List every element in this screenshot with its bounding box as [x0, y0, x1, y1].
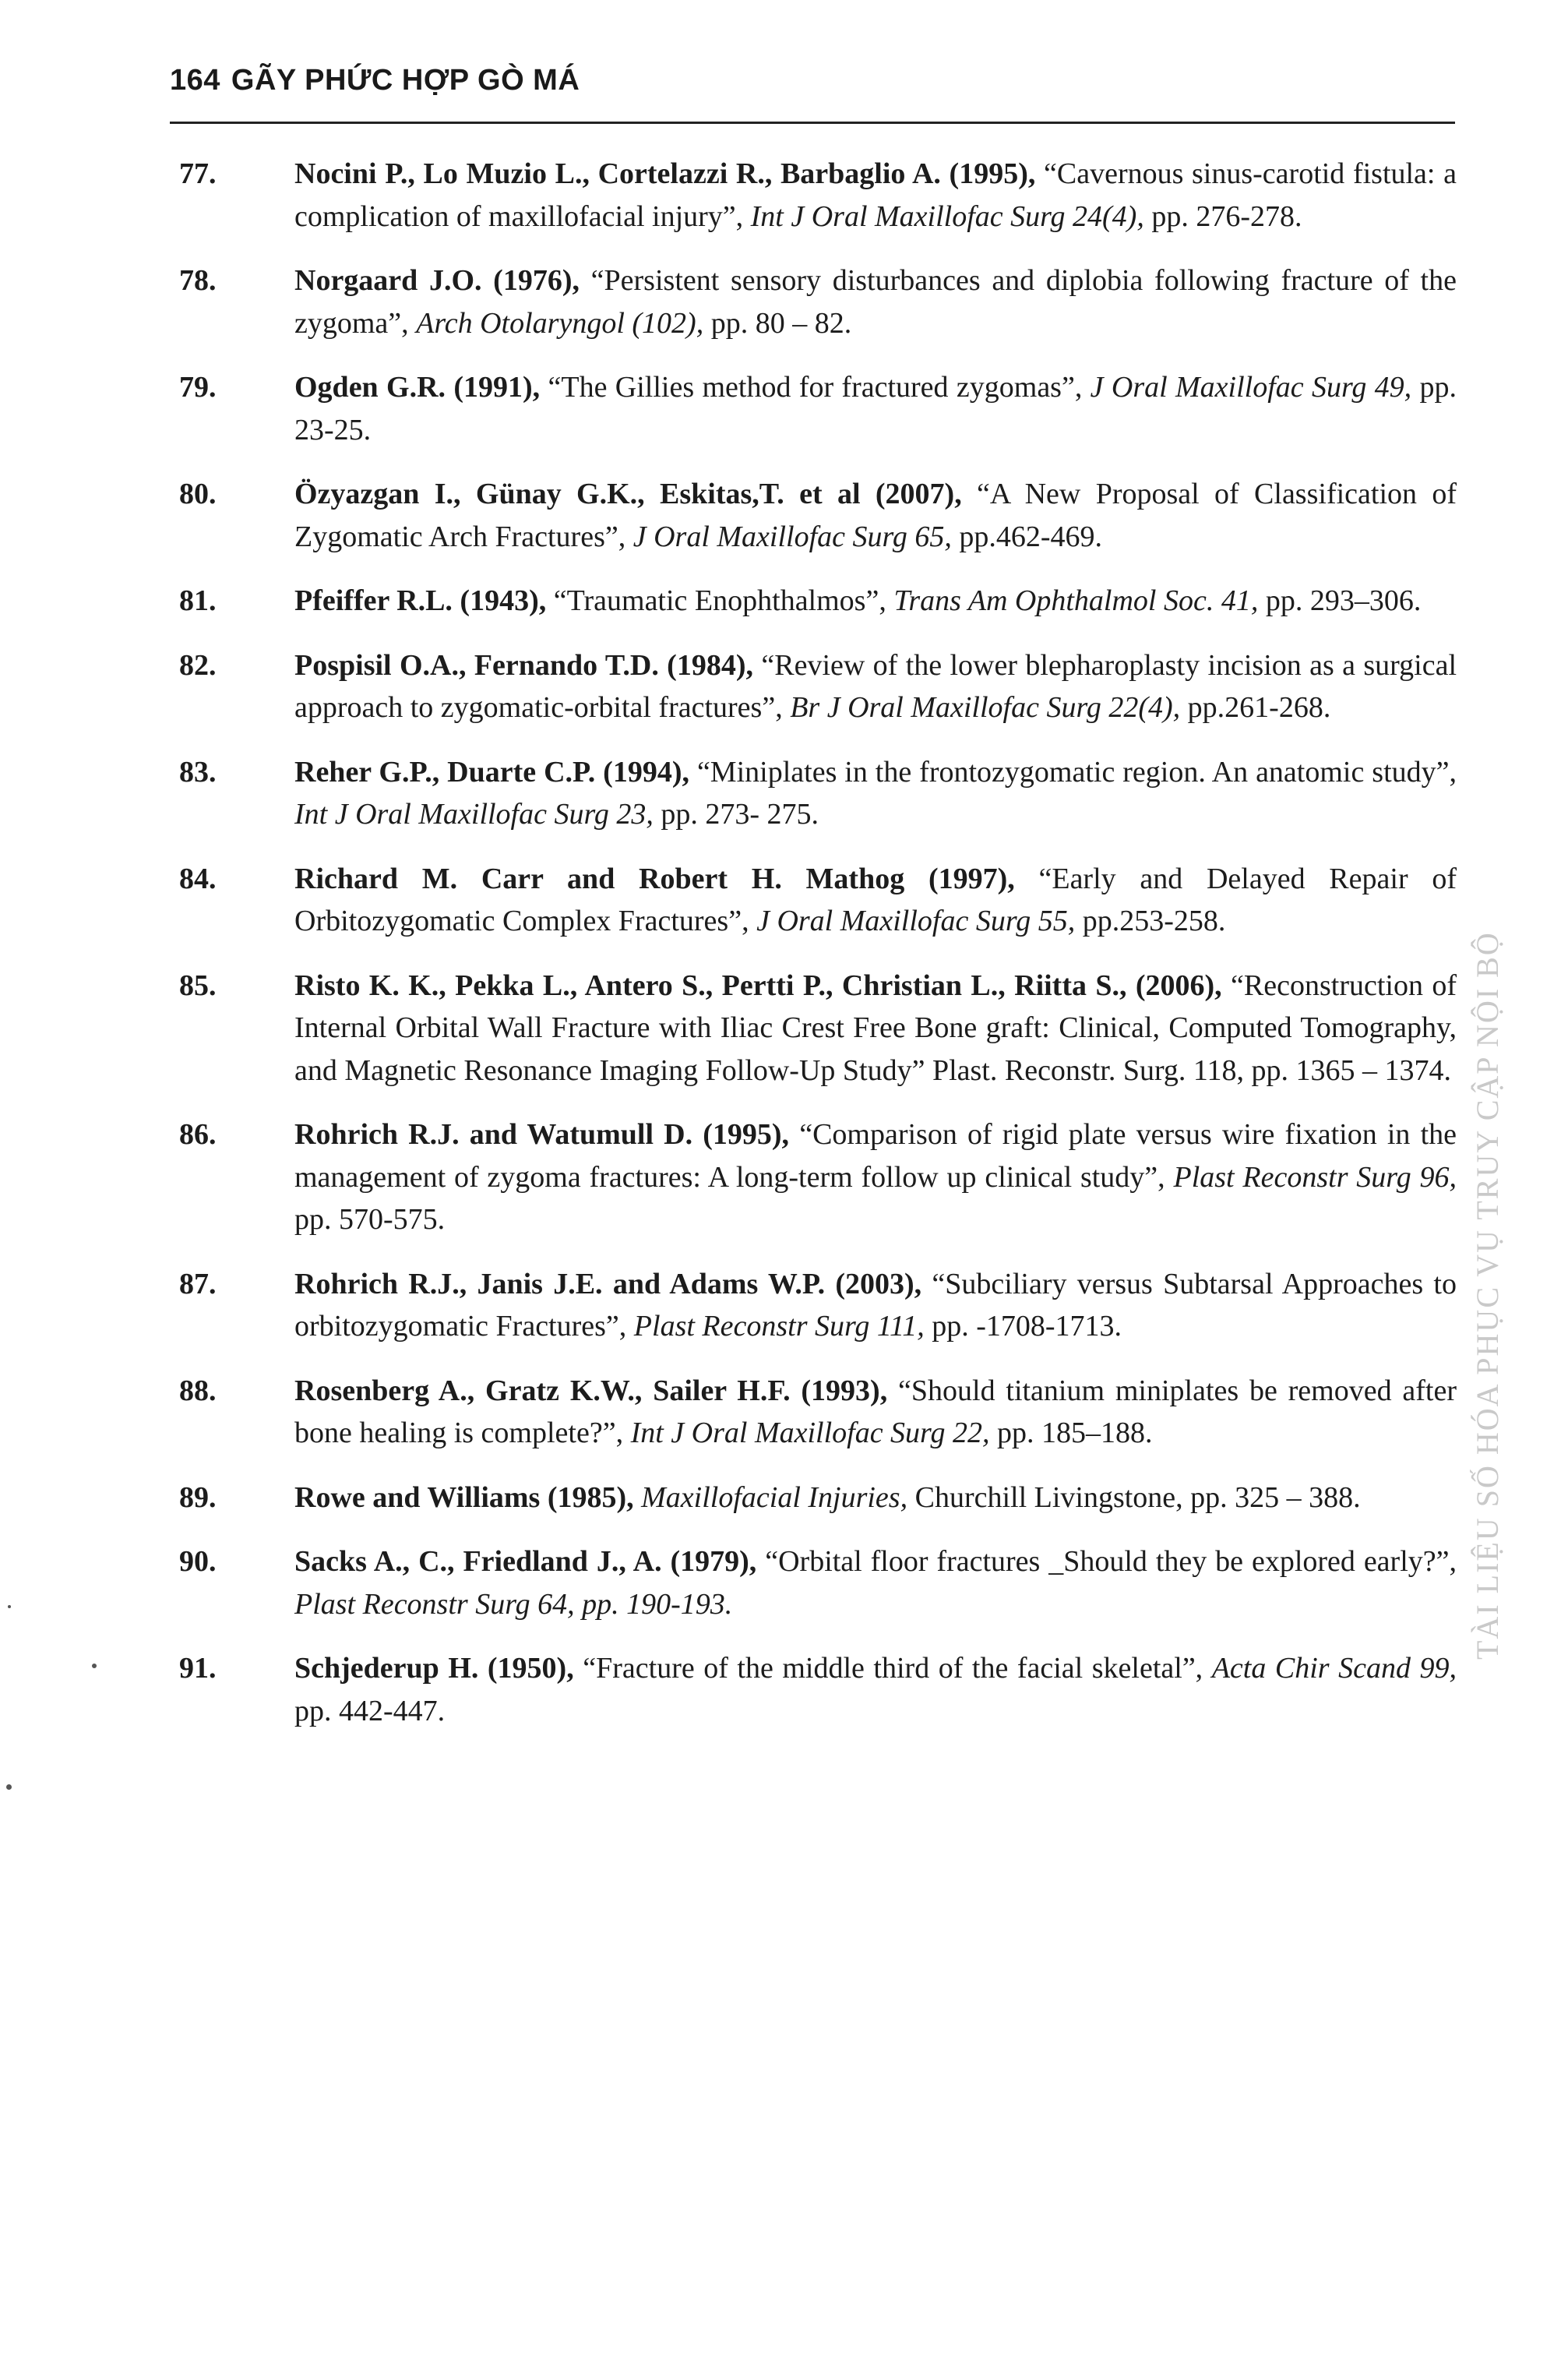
- reference-number: 88.: [179, 1374, 217, 1407]
- reference-item: [179, 1263, 1457, 1348]
- page-header: [170, 59, 1455, 124]
- reference-authors: Rohrich R.J. and Watumull D. (1995),: [294, 1118, 790, 1151]
- reference-authors: Ogden G.R. (1991),: [294, 371, 541, 404]
- reference-pages: pp. 1365 – 1374.: [1244, 1053, 1452, 1087]
- reference-number: 87.: [179, 1267, 217, 1300]
- reference-journal: Plast Reconstr Surg 96,: [1173, 1160, 1457, 1194]
- running-head: [170, 64, 580, 97]
- reference-title: “Subciliary versus Subtarsal Approaches to orbitozygomatic Fractures”,: [294, 1267, 1457, 1343]
- reference-title: “Orbital floor fractures _Should they be explored early?”,: [756, 1545, 1457, 1578]
- reference-title: “Fracture of the middle third of the facial skeletal”,: [573, 1652, 1212, 1685]
- reference-item: [179, 858, 1457, 943]
- reference-title: “Traumatic Enophthalmos”,: [546, 584, 894, 617]
- reference-item: [179, 259, 1457, 344]
- reference-number: 79.: [179, 371, 217, 404]
- reference-pages: pp.253-258.: [1075, 905, 1226, 937]
- reference-authors: Nocini P., Lo Muzio L., Cortelazzi R., Barbaglio A. (1995),: [294, 157, 1036, 190]
- reference-number: 86.: [179, 1118, 217, 1151]
- reference-authors: Rosenberg A., Gratz K.W., Sailer H.F. (1993),: [294, 1374, 888, 1407]
- reference-pages: pp. 80 – 82.: [703, 306, 852, 340]
- reference-title: “Cavernous sinus-carotid fistula: a complication of maxillofacial injury”,: [294, 157, 1457, 233]
- reference-authors: Pospisil O.A., Fernando T.D. (1984),: [294, 648, 753, 682]
- reference-number: 83.: [179, 755, 217, 789]
- reference-title: “A New Proposal of Classification of Zygomatic Arch Fractures”,: [294, 478, 1457, 553]
- reference-pages: pp. 23-25.: [294, 371, 1457, 446]
- reference-authors: Rowe and Williams (1985),: [294, 1480, 634, 1514]
- reference-authors: Risto K. K., Pekka L., Antero S., Pertti P., Christian L., Riitta S., (2006),: [294, 969, 1222, 1002]
- reference-journal: Int J Oral Maxillofac Surg 23,: [294, 798, 654, 831]
- reference-title: “Miniplates in the frontozygomatic region. An anatomic study”,: [689, 755, 1457, 789]
- page-number: 164: [170, 64, 220, 97]
- reference-number: 81.: [179, 584, 217, 617]
- reference-pages: pp. 276-278.: [1143, 199, 1302, 233]
- reference-title: “Review of the lower blepharoplasty incision as a surgical approach to zygomatic-orbital fractures”,: [294, 648, 1457, 724]
- reference-pages: pp. 442-447.: [294, 1694, 446, 1727]
- reference-item: [179, 1540, 1457, 1625]
- reference-journal: Br J Oral Maxillofac Surg 22(4),: [790, 691, 1181, 724]
- reference-number: 91.: [179, 1652, 217, 1685]
- reference-authors: Reher G.P., Duarte C.P. (1994),: [294, 755, 689, 789]
- reference-title: “Comparison of rigid plate versus wire fixation in the management of zygoma fractures: A long-term follow up clinical study”,: [294, 1118, 1457, 1194]
- reference-journal: J Oral Maxillofac Surg 55,: [756, 905, 1076, 937]
- reference-journal: Maxillofacial Injuries,: [641, 1480, 908, 1514]
- scan-speck: [6, 1784, 12, 1790]
- reference-number: 90.: [179, 1545, 217, 1578]
- scan-speck: [8, 1605, 11, 1608]
- reference-pages: pp. -1708-1713.: [924, 1310, 1122, 1343]
- reference-pages: pp. 570-575.: [294, 1203, 446, 1236]
- reference-item: [179, 751, 1457, 836]
- reference-journal: Plast Reconstr Surg 64, pp. 190-193.: [294, 1587, 733, 1621]
- reference-journal: Arch Otolaryngol (102),: [416, 306, 704, 340]
- reference-number: 85.: [179, 969, 217, 1002]
- reference-authors: Sacks A., C., Friedland J., A. (1979),: [294, 1545, 757, 1578]
- reference-pages: Churchill Livingstone, pp. 325 – 388.: [907, 1480, 1361, 1514]
- reference-item: [179, 366, 1457, 451]
- reference-number: 80.: [179, 478, 217, 510]
- reference-item: [179, 1113, 1457, 1241]
- watermark: TÀI LIỆU SỐ HÓA PHỤC VỤ TRUY CẬP NỘI BỘ: [1470, 931, 1505, 1660]
- reference-authors: Schjederup H. (1950),: [294, 1652, 574, 1685]
- scan-speck: [92, 1664, 97, 1668]
- reference-journal: Int J Oral Maxillofac Surg 24(4),: [750, 199, 1144, 233]
- reference-item: [179, 1370, 1457, 1455]
- reference-title: “Early and Delayed Repair of Orbitozygomatic Complex Fractures”,: [294, 862, 1457, 937]
- reference-item: [179, 580, 1457, 623]
- reference-title: “Persistent sensory disturbances and diplobia following fracture of the zygoma”,: [294, 264, 1457, 340]
- reference-item: [179, 153, 1457, 238]
- reference-authors: Richard M. Carr and Robert H. Mathog (1997),: [294, 862, 1015, 895]
- chapter-title: GÃY PHỨC HỢP GÒ MÁ: [231, 64, 580, 97]
- reference-journal: Plast Reconstr Surg 111,: [633, 1310, 925, 1343]
- reference-pages: pp. 185–188.: [989, 1417, 1153, 1449]
- reference-journal: J Oral Maxillofac Surg 65,: [632, 520, 952, 553]
- reference-item: [179, 473, 1457, 558]
- reference-item: [179, 644, 1457, 729]
- reference-pages: pp.462-469.: [951, 520, 1103, 553]
- reference-journal: Int J Oral Maxillofac Surg 22,: [630, 1417, 990, 1449]
- reference-number: 78.: [179, 264, 217, 297]
- reference-title: “The Gillies method for fractured zygomas”,: [540, 371, 1091, 404]
- reference-pages: pp. 273- 275.: [653, 798, 819, 831]
- reference-authors: Norgaard J.O. (1976),: [294, 264, 580, 297]
- reference-pages: pp. 293–306.: [1258, 584, 1422, 617]
- reference-title: “Reconstruction of Internal Orbital Wall Fracture with Iliac Crest Free Bone graft: Clinical, Computed Tomography, and Magnetic Resonance Imaging Follow-Up Study” Plast. Reconstr. Surg. 118,: [294, 969, 1457, 1087]
- reference-journal: Acta Chir Scand 99,: [1211, 1652, 1457, 1685]
- reference-item: [179, 1647, 1457, 1732]
- reference-list: [179, 153, 1457, 1754]
- reference-item: [179, 965, 1457, 1092]
- reference-item: [179, 1477, 1457, 1519]
- reference-title: “Should titanium miniplates be removed after bone healing is complete?”,: [294, 1374, 1457, 1449]
- reference-pages: pp.261-268.: [1180, 691, 1331, 724]
- reference-number: 82.: [179, 648, 217, 682]
- reference-authors: Rohrich R.J., Janis J.E. and Adams W.P. (2003),: [294, 1267, 922, 1300]
- reference-journal: J Oral Maxillofac Surg 49,: [1090, 371, 1412, 404]
- reference-number: 84.: [179, 862, 217, 895]
- reference-journal: Trans Am Ophthalmol Soc. 41,: [893, 584, 1259, 617]
- reference-number: 77.: [179, 157, 217, 190]
- reference-title: [634, 1481, 642, 1514]
- reference-number: 89.: [179, 1480, 217, 1514]
- reference-authors: Özyazgan I., Günay G.K., Eskitas,T. et al (2007),: [294, 478, 962, 510]
- reference-authors: Pfeiffer R.L. (1943),: [294, 584, 547, 617]
